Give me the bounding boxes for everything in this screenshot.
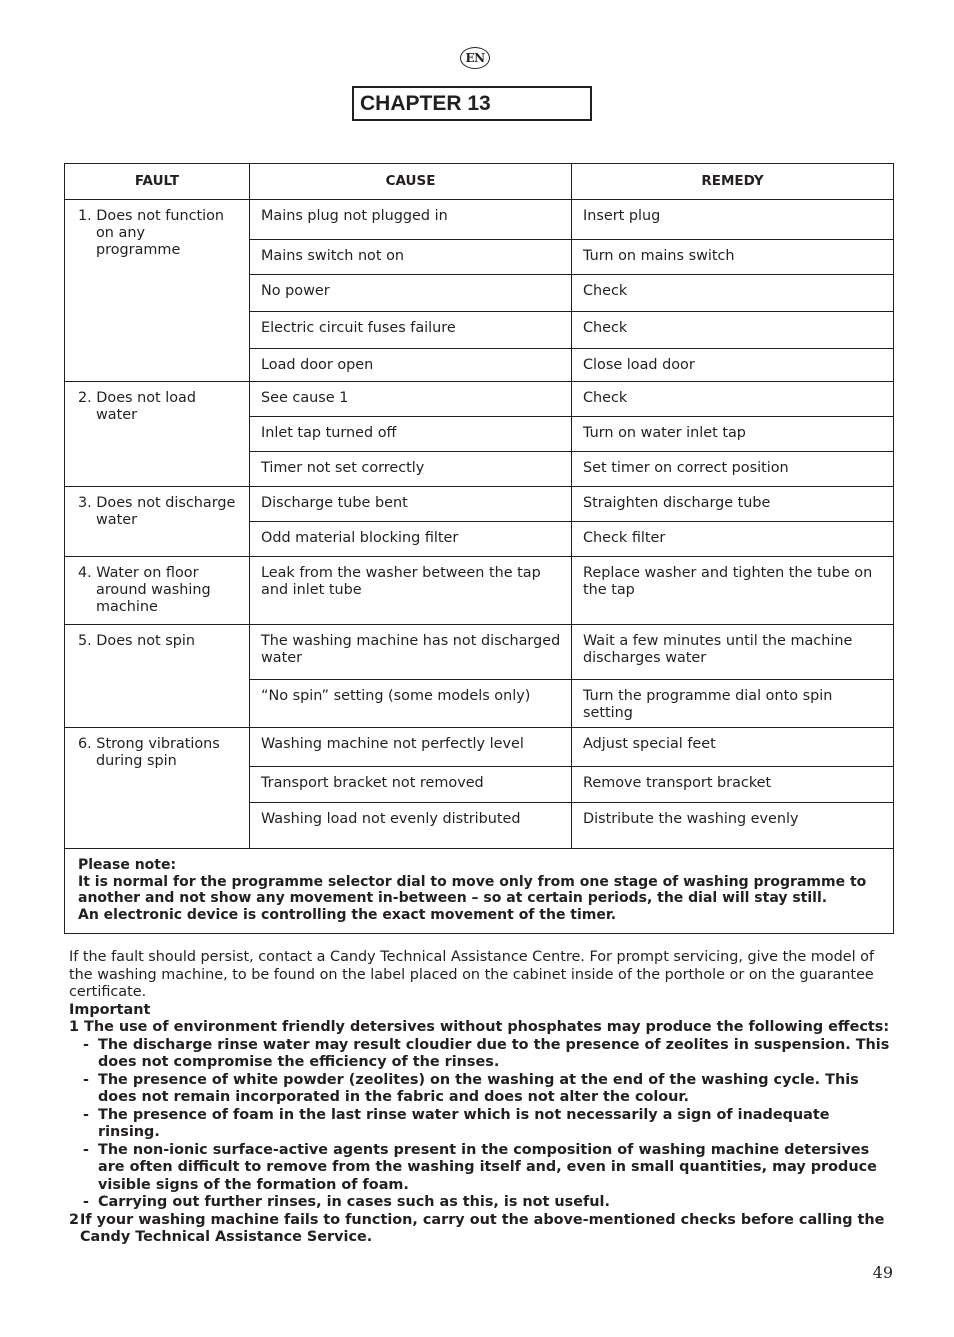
remedy-cell: Check <box>572 275 894 312</box>
cause-cell: Inlet tap turned off <box>250 417 572 452</box>
point-2-text: If your washing machine fails to function, carry out the above-mentioned checks before calling the Candy Technical Assistance Service. <box>80 1211 885 1245</box>
remedy-cell: Set timer on correct position <box>572 452 894 487</box>
cause-cell: “No spin” setting (some models only) <box>250 680 572 728</box>
fault-line: 5. Does not spin <box>78 633 196 649</box>
dash-bullet: - <box>83 1106 89 1123</box>
fault-line: on any <box>96 225 145 241</box>
list-item-text: The non-ionic surface-active agents present in the composition of washing machine detersives are often difficult to remove from the washing itself and, even in small quantities, may produce visible signs of the formation of foam. <box>98 1141 877 1193</box>
fault-line: water <box>96 407 138 423</box>
cause-cell: Transport bracket not removed <box>250 767 572 803</box>
remedy-cell: Check <box>572 382 894 417</box>
dash-bullet: - <box>83 1036 89 1053</box>
header-fault: FAULT <box>65 164 250 200</box>
fault-cell <box>65 382 250 487</box>
remedy-cell: Check <box>572 312 894 349</box>
cause-cell: Load door open <box>250 349 572 382</box>
cause-cell: Mains plug not plugged in <box>250 200 572 240</box>
fault-cell <box>65 487 250 557</box>
remedy-cell: Insert plug <box>572 200 894 240</box>
remedy-cell: Turn on mains switch <box>572 240 894 275</box>
fault-cell <box>65 200 250 382</box>
fault-table <box>64 163 894 934</box>
fault-line: 1. Does not function <box>78 208 225 224</box>
table-row <box>65 487 894 522</box>
fault-cell <box>65 625 250 728</box>
table-row <box>65 728 894 767</box>
note-line: It is normal for the programme selector dial to move only from one stage of washing programme to another and not show any movement in-between – so at certain periods, the dial will stay still. <box>78 873 867 906</box>
note-cell <box>65 849 894 934</box>
fault-line: 6. Strong vibrations <box>78 736 220 752</box>
remedy-cell: Distribute the washing evenly <box>572 803 894 849</box>
language-badge: EN <box>460 47 490 69</box>
point-1: 1 The use of environment friendly detersives without phosphates may produce the following effects: <box>69 1019 890 1035</box>
cause-cell: No power <box>250 275 572 312</box>
table-row <box>65 625 894 680</box>
header-cause: CAUSE <box>250 164 572 200</box>
cause-cell: Washing load not evenly distributed <box>250 803 572 849</box>
dash-bullet: - <box>83 1071 89 1088</box>
fault-line: programme <box>96 242 181 258</box>
cause-cell: Discharge tube bent <box>250 487 572 522</box>
dash-bullet: - <box>83 1194 89 1210</box>
fault-line: around washing <box>96 582 211 598</box>
dash-bullet: - <box>83 1141 89 1158</box>
table-row <box>65 200 894 240</box>
cause-cell: The washing machine has not discharged water <box>250 625 572 680</box>
remedy-cell: Adjust special feet <box>572 728 894 767</box>
header-remedy: REMEDY <box>572 164 894 200</box>
troubleshooting-notes <box>69 949 891 1247</box>
list-item-text: The presence of white powder (zeolites) on the washing at the end of the washing cycle. This does not remain incorporated in the fabric and does not alter the colour. <box>98 1071 859 1105</box>
intro-paragraph: If the fault should persist, contact a Candy Technical Assistance Centre. For prompt servicing, give the model of the washing machine, to be found on the label placed on the cabinet inside of the porthole or on the guarantee certificate. <box>69 949 875 1000</box>
cause-cell: Timer not set correctly <box>250 452 572 487</box>
chapter-title-text: CHAPTER 13 <box>360 91 491 115</box>
fault-cell <box>65 728 250 849</box>
fault-line: during spin <box>96 753 177 769</box>
cause-cell: Mains switch not on <box>250 240 572 275</box>
list-item <box>69 1037 891 1072</box>
cause-cell: Washing machine not perfectly level <box>250 728 572 767</box>
note-title: Please note: <box>78 857 177 873</box>
remedy-cell: Check filter <box>572 522 894 557</box>
fault-line: machine <box>96 599 158 615</box>
list-item-text: The presence of foam in the last rinse water which is not necessarily a sign of inadequate rinsing. <box>98 1106 830 1140</box>
remedy-cell: Close load door <box>572 349 894 382</box>
remedy-cell: Turn on water inlet tap <box>572 417 894 452</box>
fault-line: 4. Water on floor <box>78 565 199 581</box>
cause-cell: See cause 1 <box>250 382 572 417</box>
note-row <box>65 849 894 934</box>
list-item <box>69 1194 891 1212</box>
fault-line: 3. Does not discharge <box>78 495 236 511</box>
cause-cell: Leak from the washer between the tap and inlet tube <box>250 557 572 625</box>
cause-cell: Electric circuit fuses failure <box>250 312 572 349</box>
page-number: 49 <box>872 1263 893 1282</box>
point-2 <box>69 1212 891 1247</box>
table-row <box>65 557 894 625</box>
list-item <box>69 1142 891 1195</box>
list-item <box>69 1072 891 1107</box>
list-item-text: The discharge rinse water may result cloudier due to the presence of zeolites in suspension. This does not compromise the efficiency of the rinses. <box>98 1036 890 1070</box>
table-row <box>65 382 894 417</box>
important-label: Important <box>69 1001 151 1018</box>
fault-line: 2. Does not load <box>78 390 197 406</box>
remedy-cell: Straighten discharge tube <box>572 487 894 522</box>
remedy-cell: Wait a few minutes until the machine discharges water <box>572 625 894 680</box>
note-line: An electronic device is controlling the exact movement of the timer. <box>78 906 617 923</box>
remedy-cell: Remove transport bracket <box>572 767 894 803</box>
cause-cell: Odd material blocking filter <box>250 522 572 557</box>
fault-line: water <box>96 512 138 528</box>
list-item-text: Carrying out further rinses, in cases such as this, is not useful. <box>98 1194 610 1210</box>
fault-cell <box>65 557 250 625</box>
remedy-cell: Turn the programme dial onto spin setting <box>572 680 894 728</box>
remedy-cell: Replace washer and tighten the tube on the tap <box>572 557 894 625</box>
table-header-row <box>65 164 894 200</box>
point-2-number: 2 <box>69 1211 80 1228</box>
list-item <box>69 1107 891 1142</box>
chapter-title <box>352 86 592 121</box>
